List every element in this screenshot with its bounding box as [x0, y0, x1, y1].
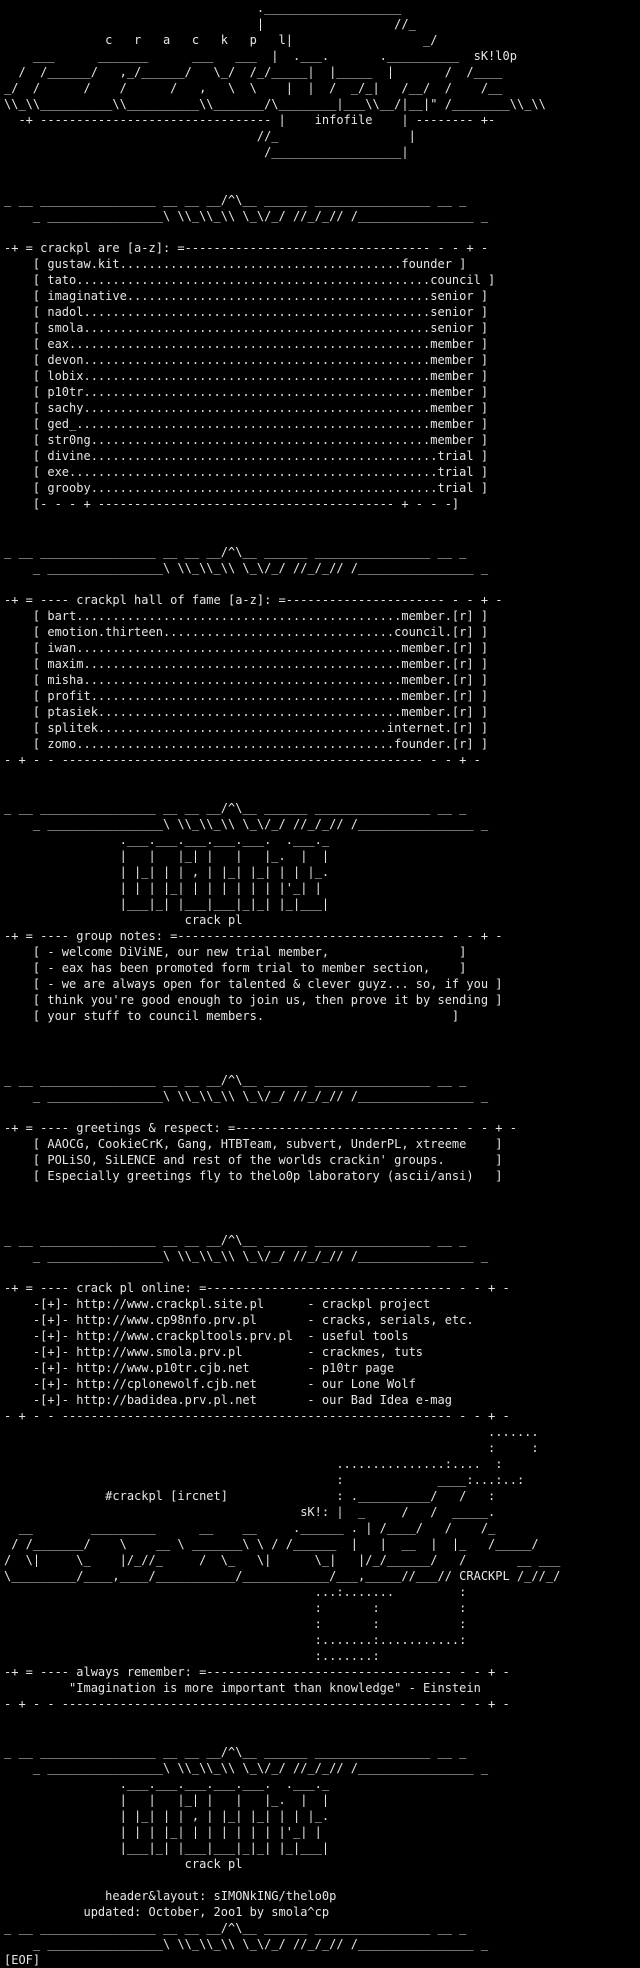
nfo-line: _ __ ________________ __ __ __/^\__ ______ ________________ __ _ [4, 1233, 467, 1247]
nfo-line: [ imaginative..........................................senior ] [4, 289, 489, 303]
nfo-line: -[+]- http://cplonewolf.cjb.net - our Lone Wolf [4, 1377, 416, 1391]
nfo-line: - + - - ------------------------------------------------------ - - + - [4, 1409, 510, 1423]
nfo-line: _ __ ________________ __ __ __/^\__ ______ ________________ __ _ [4, 545, 467, 559]
nfo-line: ....... [4, 1425, 539, 1439]
nfo-line: : : : [4, 1601, 467, 1615]
nfo-line: _ __ ________________ __ __ __/^\__ ______ ________________ __ _ [4, 1745, 467, 1759]
nfo-line: -[+]- http://www.cp98nfo.prv.pl - cracks, serials, etc. [4, 1313, 474, 1327]
nfo-line [4, 576, 640, 592]
nfo-line: [ profit...........................................member.[r] ] [4, 689, 489, 703]
nfo-line: ...:....... : [4, 1585, 467, 1599]
nfo-line: [ lobix................................................member ] [4, 369, 489, 383]
nfo-line: [ iwan.............................................member.[r] ] [4, 641, 489, 655]
nfo-line: .___.___.___.___.___. .___._ [4, 833, 330, 847]
nfo-line: | |_| | | , | |_| |_| | | |_. [4, 865, 330, 879]
nfo-line: [ - eax has been promoted form trial to member section, ] [4, 961, 467, 975]
nfo-line: _ ________________\ \\_\\_\\ \_\/_/ //_/_// /________________ _ [4, 1937, 489, 1951]
nfo-line: : : : [4, 1617, 467, 1631]
nfo-line: -+ = crackpl are [a-z]: =---------------------------------- - - + - [4, 241, 489, 255]
nfo-line: //_ | [4, 129, 416, 143]
nfo-line: [ bart.............................................member.[r] ] [4, 609, 489, 623]
nfo-line: "Imagination is more important than knowledge" - Einstein [4, 1681, 481, 1695]
nfo-line: [ divine................................................trial ] [4, 449, 489, 463]
nfo-line: [ sachy................................................member ] [4, 401, 489, 415]
nfo-line [4, 1712, 640, 1728]
nfo-line: [ smola................................................senior ] [4, 321, 489, 335]
nfo-line: :.......: [4, 1649, 380, 1663]
nfo-line: c r a c k p l| _/ [4, 33, 438, 47]
nfo-line: _ __ ________________ __ __ __/^\__ ______ ________________ __ _ [4, 193, 467, 207]
nfo-line: [ maxim............................................member.[r] ] [4, 657, 489, 671]
nfo-line: : : [4, 1441, 539, 1455]
nfo-line [4, 528, 640, 544]
nfo-line: updated: October, 2oo1 by smola^cp [4, 1905, 330, 1919]
nfo-line [4, 768, 640, 784]
nfo-line: [ eax..................................................member ] [4, 337, 489, 351]
nfo-line [4, 1200, 640, 1216]
nfo-line: _ ________________\ \\_\\_\\ \_\/_/ //_/_// /________________ _ [4, 817, 489, 831]
nfo-line: -+ = ---- group notes: =------------------------------------- - - + - [4, 929, 503, 943]
nfo-line: -[+]- http://badidea.prv.pl.net - our Bad Idea e-mag [4, 1393, 452, 1407]
nfo-line: [ devon................................................member ] [4, 353, 489, 367]
nfo-line: | | | |_| | | | | | | |'_| | [4, 881, 322, 895]
nfo-line: | |_| | | , | |_| |_| | | |_. [4, 1809, 330, 1823]
nfo-line: [ gustaw.kit.......................................founder ] [4, 257, 467, 271]
nfo-line: -[+]- http://www.crackpl.site.pl - crackpl project [4, 1297, 431, 1311]
nfo-line: [ - we are always open for talented & clever guyz... so, if you ] [4, 977, 503, 991]
nfo-line: _ ________________\ \\_\\_\\ \_\/_/ //_/_// /________________ _ [4, 1089, 489, 1103]
nfo-line: |___|_| |___|___|_|_| |_|___| [4, 1841, 330, 1855]
nfo-line: | | | |_| | | | | | | |'_| | [4, 1825, 322, 1839]
nfo-line: [ POLiSO, SiLENCE and rest of the worlds crackin' groups. ] [4, 1153, 503, 1167]
nfo-text-block [4, 0, 640, 1968]
nfo-line: _/ / / / / , \ \ | | / _/_| /__/ / /__ [4, 81, 503, 95]
nfo-line: -+ -------------------------------- | infofile | -------- +- [4, 113, 496, 127]
nfo-line: [ your stuff to council members. ] [4, 1009, 460, 1023]
nfo-line: ...............:.... : [4, 1457, 503, 1471]
nfo-line: [ str0ng...............................................member ] [4, 433, 489, 447]
nfo-line: #crackpl [ircnet] : .__________/ / : [4, 1489, 496, 1503]
nfo-line: / /______/ ,_/______/ \_/ /_/_____| |_____ | / /____ [4, 65, 503, 79]
nfo-line [4, 1024, 640, 1040]
nfo-line [4, 1040, 640, 1056]
nfo-line: _ __ ________________ __ __ __/^\__ ______ ________________ __ _ [4, 1073, 467, 1087]
nfo-line: |___|_| |___|___|_|_| |_|___| [4, 897, 330, 911]
nfo-line: crack pl [4, 913, 243, 927]
nfo-line: __ _________ __ __ .______ . | /____/ / /_ [4, 1521, 496, 1535]
nfo-line [4, 160, 640, 176]
nfo-line [4, 224, 640, 240]
nfo-line: [ misha............................................member.[r] ] [4, 673, 489, 687]
nfo-line: :.......:...........: [4, 1633, 467, 1647]
nfo-line: -[+]- http://www.smola.prv.pl - crackmes, tuts [4, 1345, 424, 1359]
nfo-line: \_________/____,____/___________/____________/___,_____//___// CRACKPL /_//_/ [4, 1569, 561, 1583]
nfo-line: [ exe...................................................trial ] [4, 465, 489, 479]
nfo-line [4, 1104, 640, 1120]
nfo-line: [ think you're good enough to join us, then prove it by sending ] [4, 993, 503, 1007]
nfo-line [4, 1216, 640, 1232]
nfo-line [4, 512, 640, 528]
nfo-line: [ ptasiek..........................................member.[r] ] [4, 705, 489, 719]
nfo-line: /__________________| [4, 145, 409, 159]
nfo-line: -+ = ---- crackpl hall of fame [a-z]: =---------------------- - - + - [4, 593, 503, 607]
nfo-line [4, 1872, 640, 1888]
nfo-line: header&layout: sIMONkING/thelo0p [4, 1889, 337, 1903]
nfo-line: _ ________________\ \\_\\_\\ \_\/_/ //_/_// /________________ _ [4, 561, 489, 575]
nfo-line: - + - - -------------------------------------------------- - - + - [4, 753, 481, 767]
nfo-line: _ ________________\ \\_\\_\\ \_\/_/ //_/_// /________________ _ [4, 1761, 489, 1775]
nfo-line [4, 1056, 640, 1072]
nfo-line: ___ _______ ___ ___ | .___. .__________ sK!l0p [4, 49, 517, 63]
nfo-line: sK!: | _ / / _____. [4, 1505, 496, 1519]
nfo-line: | | |_| | | |_. | | [4, 1793, 330, 1807]
nfo-line: -+ = ---- greetings & respect: =------------------------------- - - + - [4, 1121, 517, 1135]
nfo-line: [ zomo............................................founder.[r] ] [4, 737, 489, 751]
nfo-line: / \| \_ |/_//_ / \_ \| \_| |/_/______/ / __ ___ [4, 1553, 561, 1567]
nfo-line: [ Especially greetings fly to thelo0p laboratory (ascii/ansi) ] [4, 1169, 503, 1183]
nfo-line: [ ged_.................................................member ] [4, 417, 489, 431]
nfo-line [4, 784, 640, 800]
nfo-line: | //_ [4, 17, 416, 31]
nfo-line: [ AAOCG, CookieCrK, Gang, HTBTeam, subvert, UnderPL, xtreeme ] [4, 1137, 503, 1151]
nfo-line: : ____:...:..: [4, 1473, 525, 1487]
nfo-line [4, 1184, 640, 1200]
nfo-line: \\_\\__________\\__________\\_______/\________|___\\__/|__|" /________\\_\\ [4, 97, 546, 111]
nfo-line: [ tato.................................................council ] [4, 273, 496, 287]
nfo-line: [ grooby................................................trial ] [4, 481, 489, 495]
nfo-line: _ __ ________________ __ __ __/^\__ ______ ________________ __ _ [4, 801, 467, 815]
nfo-line: _ __ ________________ __ __ __/^\__ ______ ________________ __ _ [4, 1921, 467, 1935]
nfo-line: -[+]- http://www.p10tr.cjb.net - p10tr page [4, 1361, 395, 1375]
nfo-line: -[+]- http://www.crackpltools.prv.pl - useful tools [4, 1329, 409, 1343]
nfo-line: [ nadol................................................senior ] [4, 305, 489, 319]
nfo-line: crack pl [4, 1857, 243, 1871]
nfo-line: | | |_| | | |_. | | [4, 849, 330, 863]
nfo-line: _ ________________\ \\_\\_\\ \_\/_/ //_/_// /________________ _ [4, 209, 489, 223]
nfo-line [4, 176, 640, 192]
nfo-line: [ - welcome DiViNE, our new trial member, ] [4, 945, 467, 959]
nfo-line: .___.___.___.___.___. .___._ [4, 1777, 330, 1791]
nfo-line: [EOF] [4, 1953, 41, 1967]
nfo-line: -+ = ---- always remember: =---------------------------------- - - + - [4, 1665, 510, 1679]
nfo-line: / /_______/ \ __ \ _______\ \ / /______ | | __ | |_ /_____/ [4, 1537, 539, 1551]
nfo-line: [ p10tr................................................member ] [4, 385, 489, 399]
nfo-line [4, 1264, 640, 1280]
nfo-line: - + - - ------------------------------------------------------ - - + - [4, 1697, 510, 1711]
nfo-line [4, 1728, 640, 1744]
nfo-line: .___________________ [4, 1, 402, 15]
nfo-line: _ ________________\ \\_\\_\\ \_\/_/ //_/_// /________________ _ [4, 1249, 489, 1263]
nfo-line: [ emotion.thirteen................................council.[r] ] [4, 625, 489, 639]
nfo-line: [ splitek........................................internet.[r] ] [4, 721, 489, 735]
nfo-line: [- - - + ----------------------------------------- + - - -] [4, 497, 460, 511]
nfo-line: -+ = ---- crack pl online: =---------------------------------- - - + - [4, 1281, 510, 1295]
